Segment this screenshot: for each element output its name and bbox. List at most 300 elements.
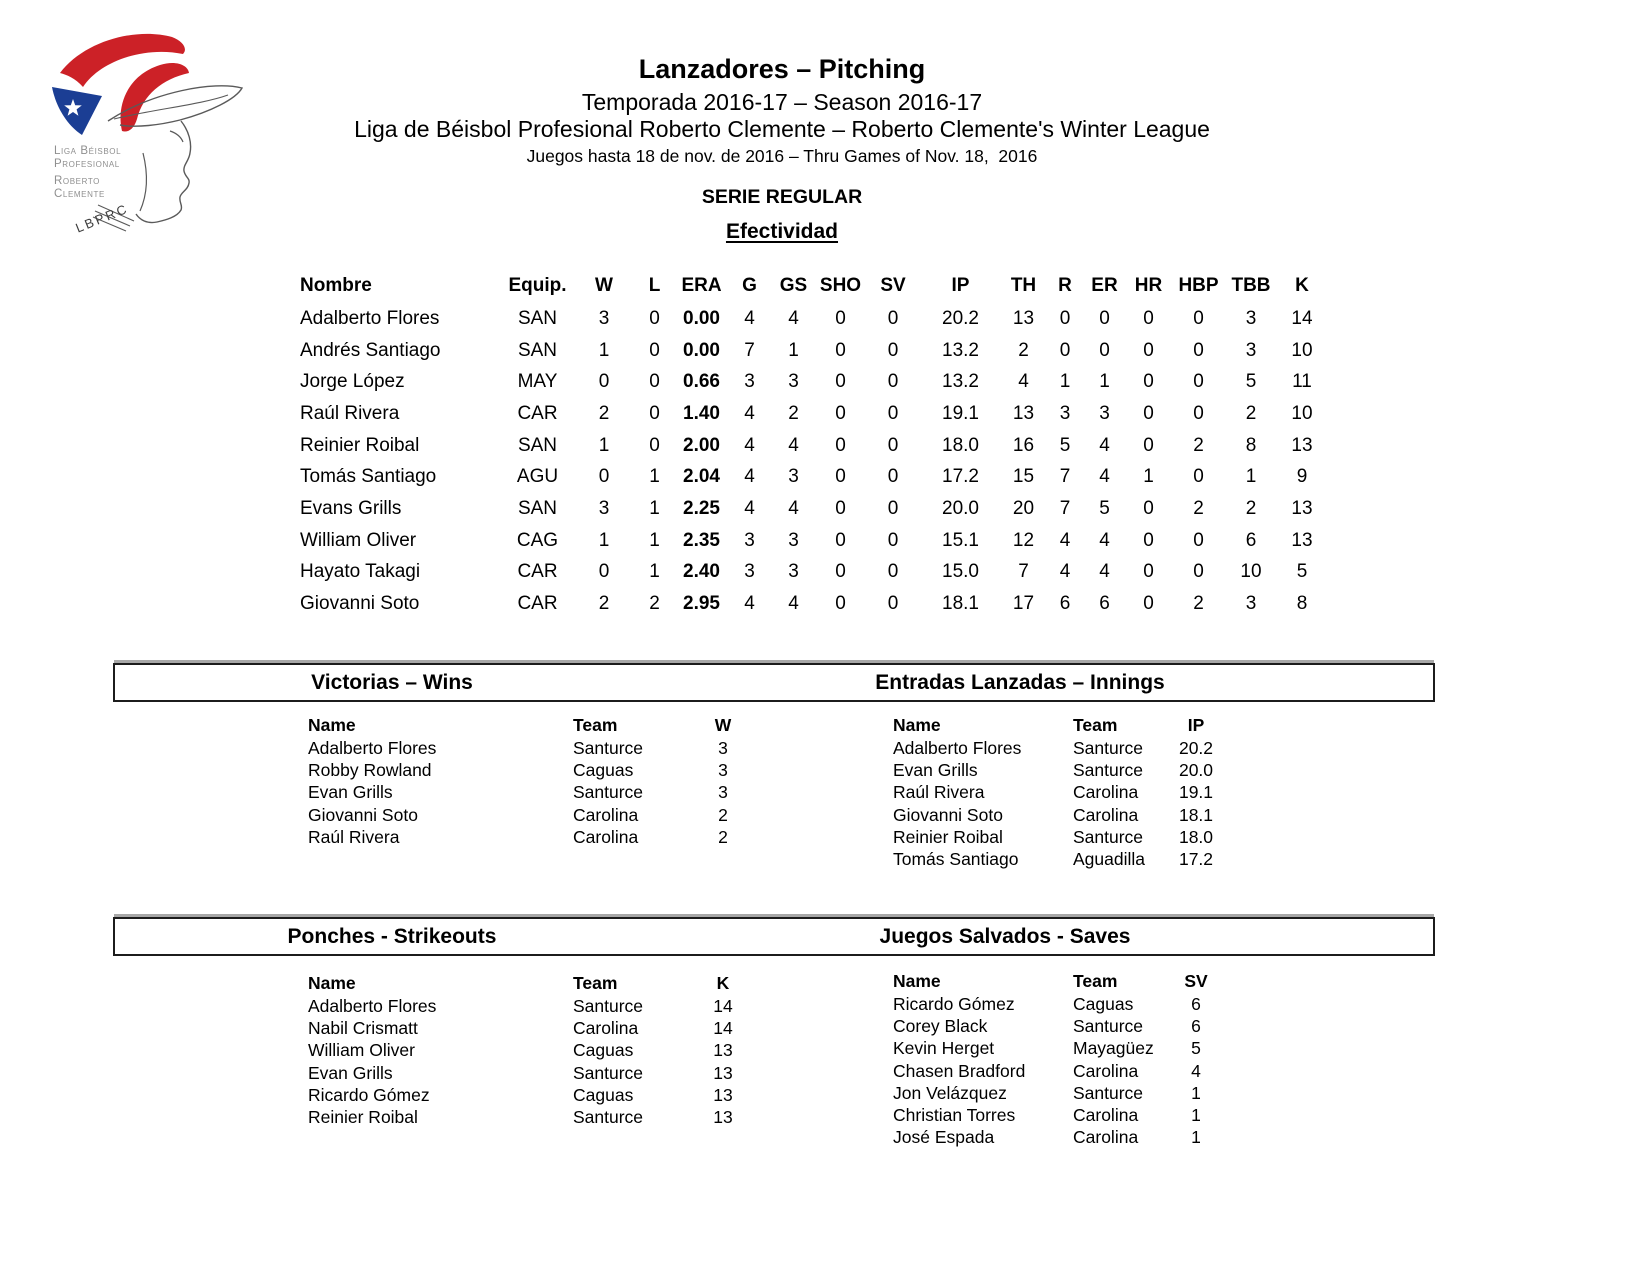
era-table-body <box>300 303 1327 620</box>
cell: 0 <box>1143 434 1154 456</box>
column-header: SHO <box>819 274 862 296</box>
saves-table-header <box>893 970 1222 993</box>
table-row <box>308 1040 753 1062</box>
cell: 4 <box>1099 529 1110 551</box>
cell: 0 <box>887 593 899 615</box>
cell: 13.2 <box>942 371 979 393</box>
cell: 0 <box>887 307 899 329</box>
cell: 1 <box>649 529 660 551</box>
cell: 5 <box>1245 371 1257 393</box>
cell: 18.1 <box>942 593 979 615</box>
cell: 15.1 <box>942 529 979 551</box>
header-row <box>893 714 1222 737</box>
strikeouts-table <box>308 972 753 1129</box>
cell: 0 <box>835 339 846 361</box>
cell: 3 <box>788 371 799 393</box>
table-row <box>893 737 1222 759</box>
cell: 0 <box>1143 307 1154 329</box>
cell: Nabil Crismatt <box>308 1017 418 1038</box>
cell: 2.95 <box>683 593 720 615</box>
cell: 0 <box>1193 307 1204 329</box>
cell: 1 <box>788 339 799 361</box>
table-row <box>893 1104 1222 1126</box>
cell: Corey Black <box>893 1015 988 1036</box>
cell: 0 <box>598 466 610 488</box>
cell: 15.0 <box>942 561 979 583</box>
cell: Santurce <box>573 782 644 803</box>
cell: 0 <box>1143 497 1154 519</box>
innings-table-body <box>893 737 1222 871</box>
cell: 0 <box>835 529 846 551</box>
cell: 2 <box>598 593 610 615</box>
cell: AGU <box>516 466 559 488</box>
cell: 2 <box>649 593 660 615</box>
table-row <box>308 759 753 781</box>
cell: 0 <box>887 371 899 393</box>
cell: 1 <box>598 339 610 361</box>
cell: Reinier Roibal <box>308 1107 418 1128</box>
table-row <box>308 1062 753 1084</box>
cell: 5 <box>1059 434 1071 456</box>
cell: Giovanni Soto <box>300 593 420 615</box>
cell: 4 <box>744 434 755 456</box>
cell: 3 <box>744 529 755 551</box>
cell: 18.1 <box>1178 804 1214 825</box>
cell: 1.40 <box>683 402 720 424</box>
wins-section-title: Victorias – Wins <box>311 670 473 694</box>
cell: 2 <box>718 804 728 825</box>
cell: 1 <box>1099 371 1110 393</box>
cell: Santurce <box>1073 737 1144 758</box>
cell: 0 <box>649 402 660 424</box>
logo-org-line2: Profesional <box>54 158 120 170</box>
cell: Jon Velázquez <box>893 1082 1007 1103</box>
cell: 2 <box>1193 497 1204 519</box>
cell: 2 <box>1245 497 1257 519</box>
cell: 17.2 <box>942 466 979 488</box>
cell: 0 <box>835 497 846 519</box>
cell: 6 <box>1191 1015 1201 1036</box>
cell: 1 <box>649 497 660 519</box>
cell: 0 <box>598 371 610 393</box>
cell: 1 <box>1059 371 1071 393</box>
cell: Reinier Roibal <box>893 826 1003 847</box>
cell: Santurce <box>1073 1015 1144 1036</box>
cell: 0 <box>1193 561 1204 583</box>
wins-table <box>308 714 753 848</box>
cell: 4 <box>744 402 755 424</box>
cell: 10 <box>1291 402 1313 424</box>
cell: 13 <box>713 1062 733 1083</box>
cell: 3 <box>718 782 728 803</box>
column-header: K <box>716 973 730 993</box>
cell: 0 <box>1193 402 1204 424</box>
cell: Evan Grills <box>308 1062 393 1083</box>
cell: 0 <box>887 339 899 361</box>
innings-table <box>893 714 1222 871</box>
leaders-box-bottom <box>113 917 1435 956</box>
cell: 3 <box>1245 593 1257 615</box>
cell: 1 <box>1143 466 1154 488</box>
strikeouts-table-body <box>308 995 753 1129</box>
column-header: GS <box>779 274 808 296</box>
column-header: HR <box>1134 274 1163 296</box>
cell: 1 <box>1245 466 1257 488</box>
cell: 2.40 <box>683 561 720 583</box>
table-row <box>308 1084 753 1106</box>
cell: 4 <box>1099 466 1110 488</box>
cell: Santurce <box>1073 826 1144 847</box>
cell: 4 <box>1099 561 1110 583</box>
cell: 4 <box>788 434 799 456</box>
cell: 6 <box>1191 993 1201 1014</box>
cell: 0 <box>835 307 846 329</box>
table-row <box>893 1015 1222 1037</box>
leaders-box-top <box>113 663 1435 702</box>
table-row <box>300 398 1327 430</box>
cell: 7 <box>744 339 755 361</box>
table-row <box>308 995 753 1017</box>
saves-table-body <box>893 993 1222 1149</box>
cell: 3 <box>788 561 799 583</box>
cell: CAR <box>517 561 558 583</box>
date-line: Juegos hasta 18 de nov. de 2016 – Thru Games of Nov. 18, 2016 <box>526 146 1038 166</box>
cell: 20.0 <box>942 497 979 519</box>
cell: Santurce <box>573 1107 644 1128</box>
header-row <box>308 714 753 737</box>
cell: 0 <box>1099 339 1110 361</box>
cell: 3 <box>744 371 755 393</box>
column-header: Name <box>893 715 941 735</box>
cell: 13 <box>713 1084 733 1105</box>
cell: SAN <box>517 307 558 329</box>
cell: 19.1 <box>942 402 979 424</box>
table-row <box>893 759 1222 781</box>
cell: 0 <box>1143 339 1154 361</box>
column-header: ERA <box>681 274 722 296</box>
table-row <box>893 1060 1222 1082</box>
column-header: TH <box>1010 274 1037 296</box>
cell: 1 <box>1191 1105 1201 1126</box>
cell: 0.00 <box>683 339 720 361</box>
cell: 13 <box>1291 529 1313 551</box>
cell: Santurce <box>1073 1082 1144 1103</box>
cell: 19.1 <box>1178 782 1214 803</box>
cell: 3 <box>788 529 799 551</box>
cell: 5 <box>1099 497 1110 519</box>
cell: 13 <box>1291 497 1313 519</box>
cell: Caguas <box>573 1084 634 1105</box>
cell: 6 <box>1245 529 1257 551</box>
cell: Santurce <box>573 737 644 758</box>
cell: 14 <box>713 995 733 1016</box>
cell: 2.35 <box>683 529 720 551</box>
cell: 3 <box>598 497 610 519</box>
cell: 6 <box>1099 593 1110 615</box>
cell: 0 <box>1143 561 1154 583</box>
cell: Caguas <box>573 1040 634 1061</box>
cell: 5 <box>1191 1038 1201 1059</box>
cell: 20.2 <box>942 307 979 329</box>
cell: Adalberto Flores <box>308 737 437 758</box>
cell: 2 <box>1193 434 1204 456</box>
cell: 0 <box>835 561 846 583</box>
column-header: TBB <box>1231 274 1271 296</box>
cell: 2 <box>788 402 799 424</box>
column-header: SV <box>880 274 906 296</box>
logo-org-line3: Roberto <box>54 175 100 187</box>
cell: 4 <box>1059 529 1071 551</box>
cell: 0 <box>835 371 846 393</box>
header-row <box>893 970 1222 993</box>
cell: 0 <box>1059 339 1071 361</box>
table-row <box>308 1106 753 1128</box>
cell: Raúl Rivera <box>300 402 400 424</box>
saves-table <box>893 970 1222 1149</box>
table-row <box>308 737 753 759</box>
cell: 0 <box>887 561 899 583</box>
logo-org-line1: Liga Béisbol <box>54 145 122 157</box>
cell: 4 <box>744 497 755 519</box>
cell: Giovanni Soto <box>893 804 1003 825</box>
cell: 2.25 <box>683 497 720 519</box>
cell: 0 <box>1059 307 1071 329</box>
cell: 7 <box>1059 466 1071 488</box>
cell: SAN <box>517 434 558 456</box>
table-row <box>893 1127 1222 1149</box>
cell: Hayato Takagi <box>300 561 421 583</box>
column-header: Team <box>1073 715 1118 735</box>
table-row <box>300 366 1327 398</box>
cell: 2 <box>718 826 728 847</box>
cell: 0 <box>835 402 846 424</box>
cell: 12 <box>1012 529 1035 551</box>
cell: 0 <box>887 402 899 424</box>
cell: Carolina <box>1073 1060 1139 1081</box>
column-header: Team <box>573 715 618 735</box>
table-row <box>300 303 1327 335</box>
cell: 18.0 <box>942 434 979 456</box>
cell: Santurce <box>573 995 644 1016</box>
cell: Carolina <box>573 804 639 825</box>
table-row <box>893 1038 1222 1060</box>
column-header: L <box>648 274 661 296</box>
cell: Carolina <box>1073 804 1139 825</box>
cell: Christian Torres <box>893 1105 1016 1126</box>
cell: CAR <box>517 593 558 615</box>
cell: Evan Grills <box>308 782 393 803</box>
cell: Chasen Bradford <box>893 1060 1026 1081</box>
cell: 2.04 <box>683 466 720 488</box>
cell: Adalberto Flores <box>308 995 437 1016</box>
table-row <box>308 1017 753 1039</box>
cell: Caguas <box>1073 993 1134 1014</box>
cell: 4 <box>788 307 799 329</box>
cell: Tomás Santiago <box>300 466 437 488</box>
wins-table-body <box>308 737 753 848</box>
cell: SAN <box>517 339 558 361</box>
cell: 0 <box>1143 593 1154 615</box>
cell: 0 <box>835 593 846 615</box>
cell: 7 <box>1018 561 1029 583</box>
cell: 4 <box>744 466 755 488</box>
cell: 2 <box>1018 339 1029 361</box>
table-row <box>893 1082 1222 1104</box>
header-row <box>308 972 753 995</box>
cell: 13 <box>713 1040 733 1061</box>
cell: 10 <box>1240 561 1262 583</box>
cell: 3 <box>1245 339 1257 361</box>
cell: 0 <box>835 466 846 488</box>
column-header: Nombre <box>300 274 372 296</box>
cell: 3 <box>718 737 728 758</box>
table-row <box>300 461 1327 493</box>
cell: 10 <box>1291 339 1313 361</box>
strikeouts-table-header <box>308 972 753 995</box>
column-header: SV <box>1184 971 1208 991</box>
table-row <box>893 782 1222 804</box>
cell: Raúl Rivera <box>893 782 985 803</box>
cell: Santurce <box>573 1062 644 1083</box>
series-label: SERIE REGULAR <box>701 186 863 208</box>
cell: MAY <box>517 371 558 393</box>
cell: 3 <box>1059 402 1071 424</box>
cell: 8 <box>1245 434 1257 456</box>
cell: William Oliver <box>300 529 417 551</box>
cell: 20.2 <box>1178 737 1214 758</box>
cell: 13.2 <box>942 339 979 361</box>
cell: 0.00 <box>683 307 720 329</box>
cell: William Oliver <box>308 1040 415 1061</box>
table-row <box>300 493 1327 525</box>
table-row <box>308 804 753 826</box>
cell: 3 <box>744 561 755 583</box>
cell: Evan Grills <box>893 759 978 780</box>
cell: Santurce <box>1073 759 1144 780</box>
era-table-header <box>300 268 1327 303</box>
cell: Adalberto Flores <box>893 737 1022 758</box>
cell: Ricardo Gómez <box>893 993 1015 1014</box>
innings-table-header <box>893 714 1222 737</box>
table-row <box>300 557 1327 589</box>
cell: 13 <box>1012 402 1035 424</box>
cell: 0 <box>649 307 660 329</box>
column-header: HBP <box>1178 274 1219 296</box>
cell: 4 <box>1018 371 1029 393</box>
cell: 0 <box>1193 371 1204 393</box>
column-header: Equip. <box>508 274 567 296</box>
cell: 0 <box>598 561 610 583</box>
column-header: IP <box>951 274 970 296</box>
cell: 14 <box>713 1017 733 1038</box>
cell: 4 <box>744 307 755 329</box>
cell: 3 <box>718 759 728 780</box>
cell: 0.66 <box>683 371 720 393</box>
cell: 20 <box>1012 497 1035 519</box>
cell: 0 <box>1099 307 1110 329</box>
cell: 1 <box>1191 1127 1201 1148</box>
cell: Carolina <box>573 1017 639 1038</box>
cell: 15 <box>1012 466 1035 488</box>
cell: Jorge López <box>300 371 405 393</box>
cell: 0 <box>649 434 660 456</box>
cell: Ricardo Gómez <box>308 1084 430 1105</box>
table-row <box>300 430 1327 462</box>
cell: SAN <box>517 497 558 519</box>
logo-org-line4: Clemente <box>54 188 105 200</box>
column-header: R <box>1058 274 1072 296</box>
cell: 0 <box>887 497 899 519</box>
section-heading-efectividad: Efectividad <box>725 220 839 243</box>
column-header: Name <box>893 971 941 991</box>
cell: 4 <box>1191 1060 1201 1081</box>
column-header: Name <box>308 715 356 735</box>
cell: 1 <box>598 529 610 551</box>
table-row <box>300 588 1327 620</box>
table-row <box>893 848 1222 870</box>
era-table <box>300 268 1327 620</box>
cell: Reinier Roibal <box>300 434 420 456</box>
cell: 4 <box>744 593 755 615</box>
cell: Robby Rowland <box>308 759 432 780</box>
cell: 2 <box>598 402 610 424</box>
cell: Raúl Rivera <box>308 826 400 847</box>
cell: 13 <box>1291 434 1313 456</box>
column-header: Team <box>1073 971 1118 991</box>
cell: Aguadilla <box>1073 849 1145 870</box>
column-header: IP <box>1187 715 1205 735</box>
cell: 14 <box>1291 307 1313 329</box>
cell: 0 <box>1193 339 1204 361</box>
cell: 3 <box>1245 307 1257 329</box>
table-row <box>308 782 753 804</box>
cell: 4 <box>1099 434 1110 456</box>
table-row <box>300 525 1327 557</box>
table-row <box>893 993 1222 1015</box>
column-header: Name <box>308 973 356 993</box>
cell: 1 <box>649 466 660 488</box>
cell: 17.2 <box>1178 849 1214 870</box>
cell: 3 <box>1099 402 1110 424</box>
cell: 0 <box>887 466 899 488</box>
cell: 0 <box>887 434 899 456</box>
cell: 6 <box>1059 593 1071 615</box>
column-header: W <box>714 715 732 735</box>
cell: 11 <box>1292 371 1312 393</box>
cell: Caguas <box>573 759 634 780</box>
cell: 1 <box>649 561 660 583</box>
cell: 4 <box>788 497 799 519</box>
cell: 0 <box>1143 529 1154 551</box>
cell: Adalberto Flores <box>300 307 440 329</box>
cell: 3 <box>788 466 799 488</box>
cell: 3 <box>598 307 610 329</box>
cell: 2.00 <box>683 434 720 456</box>
cell: Carolina <box>1073 1127 1139 1148</box>
table-row <box>893 804 1222 826</box>
header-row <box>300 268 1327 303</box>
column-header: ER <box>1091 274 1118 296</box>
cell: José Espada <box>893 1127 995 1148</box>
cell: 5 <box>1296 561 1308 583</box>
cell: 0 <box>649 371 660 393</box>
cell: 0 <box>1193 529 1204 551</box>
saves-section-title: Juegos Salvados - Saves <box>879 924 1131 948</box>
column-header: Team <box>573 973 618 993</box>
cell: 0 <box>887 529 899 551</box>
cell: Kevin Herget <box>893 1038 995 1059</box>
cell: 18.0 <box>1178 826 1214 847</box>
